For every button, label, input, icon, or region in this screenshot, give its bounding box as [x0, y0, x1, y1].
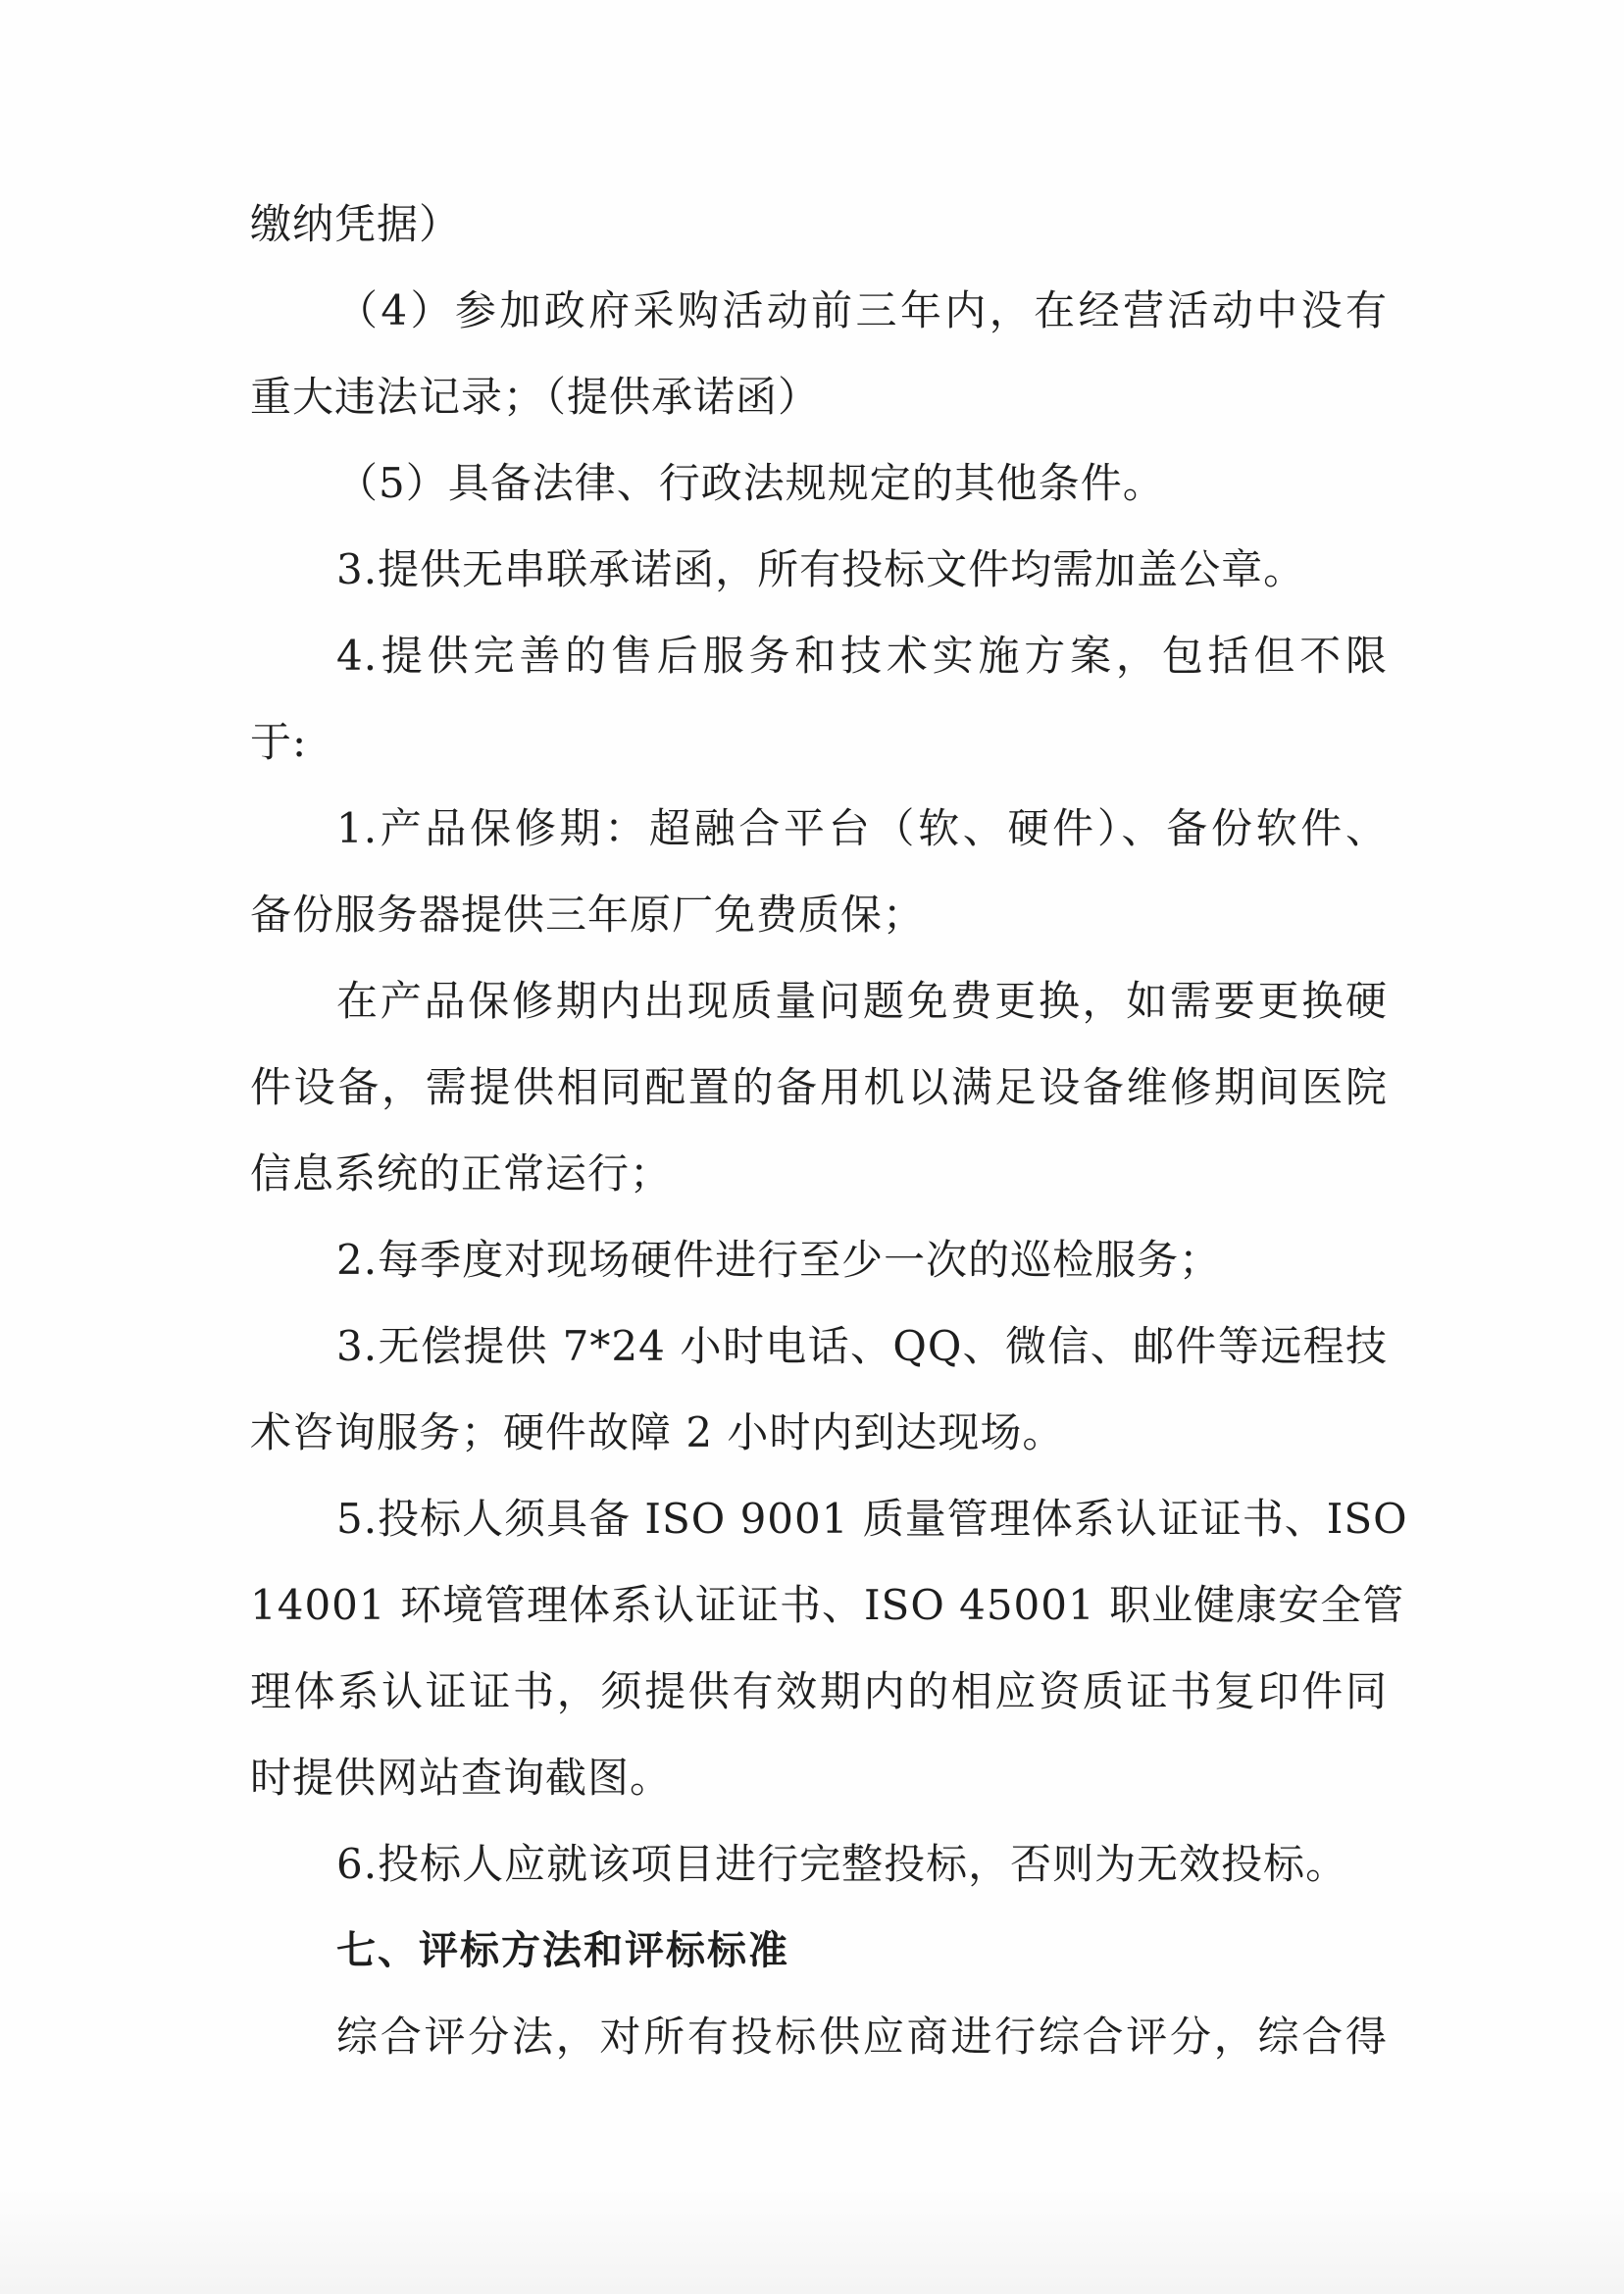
paragraph-line: 2.每季度对现场硬件进行至少一次的巡检服务；	[336, 1236, 1222, 1284]
section-heading: 七、评标方法和评标标准	[336, 1928, 789, 1973]
paragraph-line: 重大违法记录；（提供承诺函）	[250, 373, 821, 421]
paragraph-line: 时提供网站查询截图。	[250, 1754, 673, 1802]
paragraph-line: 6.投标人应就该项目进行完整投标，否则为无效投标。	[336, 1840, 1348, 1888]
paragraph-line: 4.提供完善的售后服务和技术实施方案，包括但不限	[336, 632, 1388, 680]
paragraph-line: 术咨询服务；硬件故障 2 小时内到达现场。	[250, 1408, 1065, 1456]
paragraph-line: 3.无偿提供 7*24 小时电话、QQ、微信、邮件等远程技	[336, 1322, 1388, 1370]
paragraph-line: （4）参加政府采购活动前三年内，在经营活动中没有	[336, 286, 1388, 334]
paragraph-line: 缴纳凭据）	[250, 200, 462, 248]
paragraph-line: 备份服务器提供三年原厂免费质保；	[250, 891, 926, 939]
paragraph-line: 信息系统的正常运行；	[250, 1149, 673, 1198]
paragraph-line: 综合评分法，对所有投标供应商进行综合评分，综合得	[336, 2013, 1388, 2061]
paragraph-line: 于:	[250, 718, 308, 766]
paragraph-line: （5）具备法律、行政法规规定的其他条件。	[336, 459, 1165, 507]
paragraph-line: 14001 环境管理体系认证证书、ISO 45001 职业健康安全管	[250, 1581, 1405, 1629]
paragraph-line: 3.提供无串联承诺函，所有投标文件均需加盖公章。	[336, 545, 1306, 593]
paragraph-line: 在产品保修期内出现质量问题免费更换，如需要更换硬	[336, 977, 1388, 1025]
paragraph-line: 件设备，需提供相同配置的备用机以满足设备维修期间医院	[250, 1063, 1388, 1111]
scan-shadow	[0, 2186, 1624, 2294]
paragraph-line: 1.产品保修期：超融合平台（软、硬件）、备份软件、	[336, 804, 1388, 852]
paragraph-line: 5.投标人须具备 ISO 9001 质量管理体系认证证书、ISO	[336, 1495, 1408, 1543]
document-body	[250, 196, 1408, 2095]
paragraph-line: 理体系认证证书，须提供有效期内的相应资质证书复印件同	[250, 1667, 1388, 1715]
